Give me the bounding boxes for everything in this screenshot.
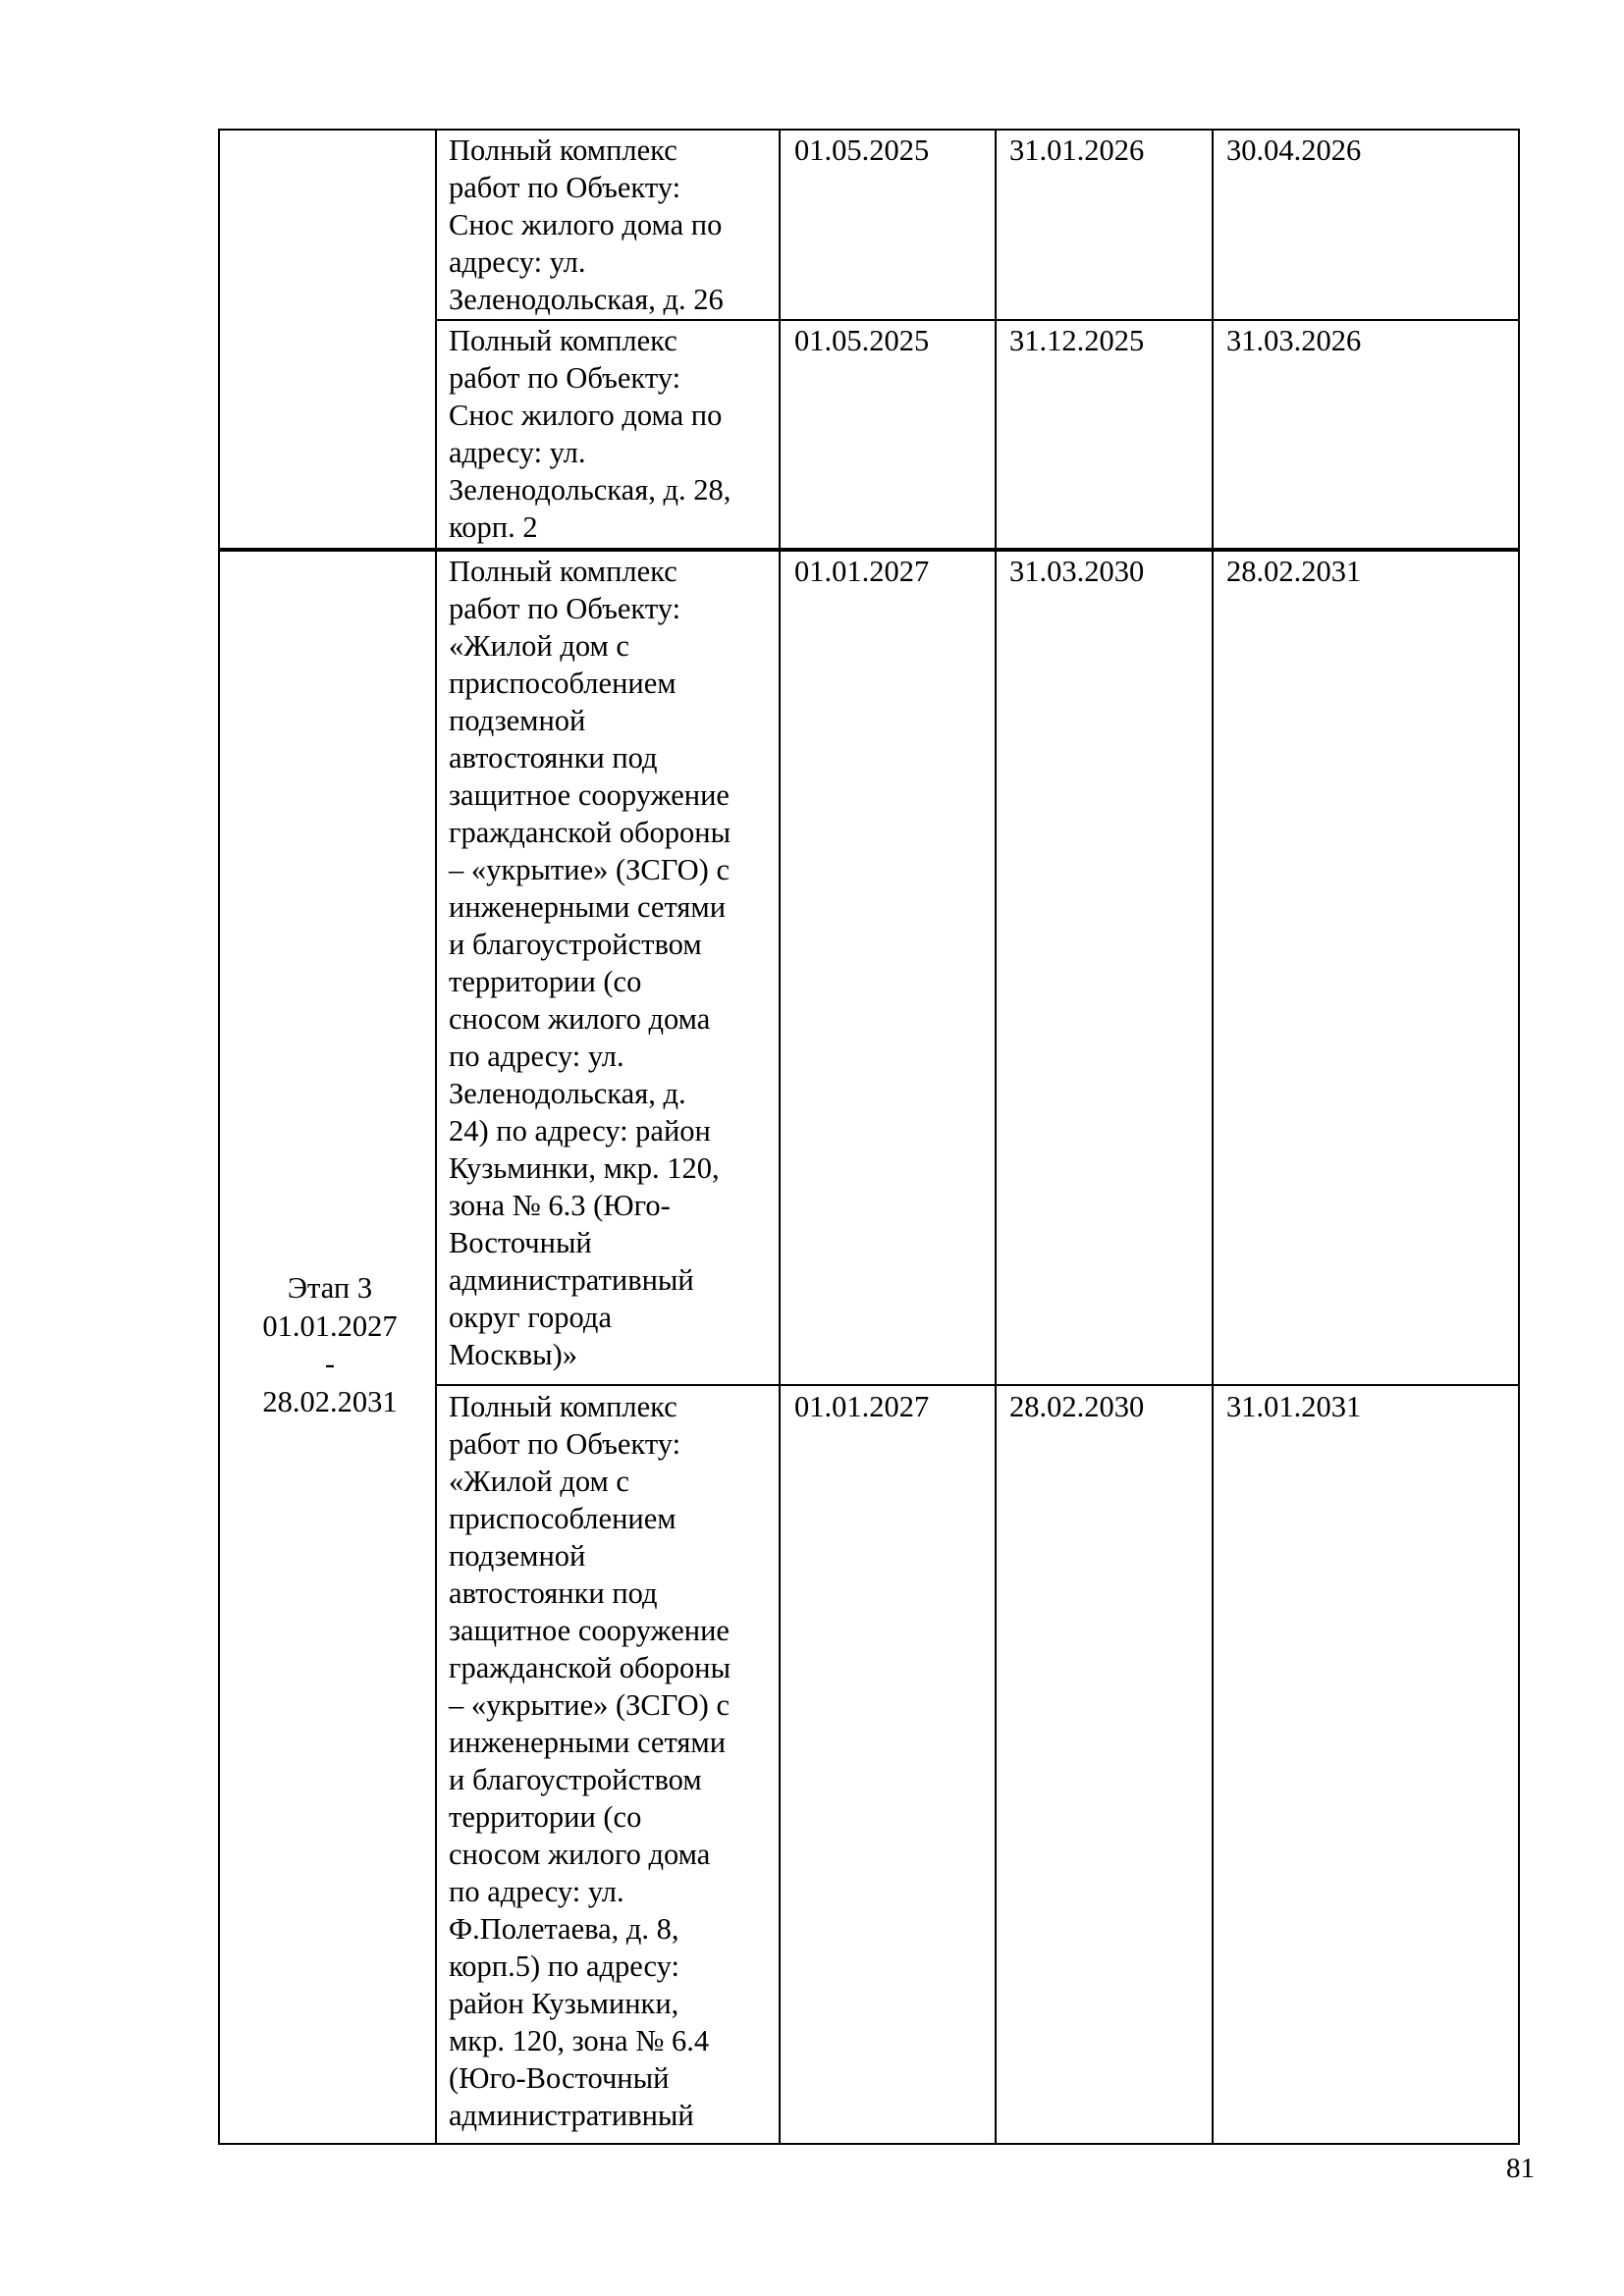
end-date: 31.01.2026 <box>1009 133 1145 167</box>
row-divider <box>218 548 1520 552</box>
schedule-table <box>218 129 1520 2145</box>
end-date: 28.02.2030 <box>1009 1390 1145 1423</box>
work-description: Полный комплекс работ по Объекту: «Жилой дом с приспособлением подземной автостоянки под защитное сооружение гражданской обороны – «укрытие» (ЗСГО) с инженерными сетями и благоустройством территории (со сносом жилого дома по адресу: ул. Зеленодольская, д. 24) по адресу: район Кузьминки, мкр. 120, зона № 6.3 (Юго- Восточный административный округ города Москвы)» <box>449 555 731 1371</box>
end-date: 31.03.2030 <box>1009 555 1145 588</box>
start-date: 01.05.2025 <box>794 324 930 357</box>
work-description: Полный комплекс работ по Объекту: «Жилой дом с приспособлением подземной автостоянки под защитное сооружение гражданской обороны – «укрытие» (ЗСГО) с инженерными сетями и благоустройством территории (со сносом жилого дома по адресу: ул. Ф.Полетаева, д. 8, корп.5) по адресу: район Кузьминки, мкр. 120, зона № 6.4 (Юго-Восточный административный <box>449 1390 731 2132</box>
page-number: 81 <box>1506 2153 1535 2184</box>
row-divider <box>435 319 1520 321</box>
work-description: Полный комплекс работ по Объекту: Снос жилого дома по адресу: ул. Зеленодольская, д. 28, корп. 2 <box>449 324 731 544</box>
deadline-date: 31.01.2031 <box>1226 1390 1362 1423</box>
column-divider <box>1212 129 1214 2145</box>
deadline-date: 30.04.2026 <box>1226 133 1362 167</box>
end-date: 31.12.2025 <box>1009 324 1145 357</box>
column-divider <box>779 129 781 2145</box>
start-date: 01.01.2027 <box>794 1390 930 1423</box>
column-divider <box>995 129 997 2145</box>
work-description: Полный комплекс работ по Объекту: Снос жилого дома по адресу: ул. Зеленодольская, д. 26 <box>449 133 724 316</box>
row-divider <box>435 1384 1520 1386</box>
start-date: 01.05.2025 <box>794 133 930 167</box>
deadline-date: 28.02.2031 <box>1226 555 1362 588</box>
start-date: 01.01.2027 <box>794 555 930 588</box>
deadline-date: 31.03.2026 <box>1226 324 1362 357</box>
column-divider <box>435 129 437 2145</box>
stage-label: Этап 3 01.01.2027 - 28.02.2031 <box>262 1271 398 1418</box>
